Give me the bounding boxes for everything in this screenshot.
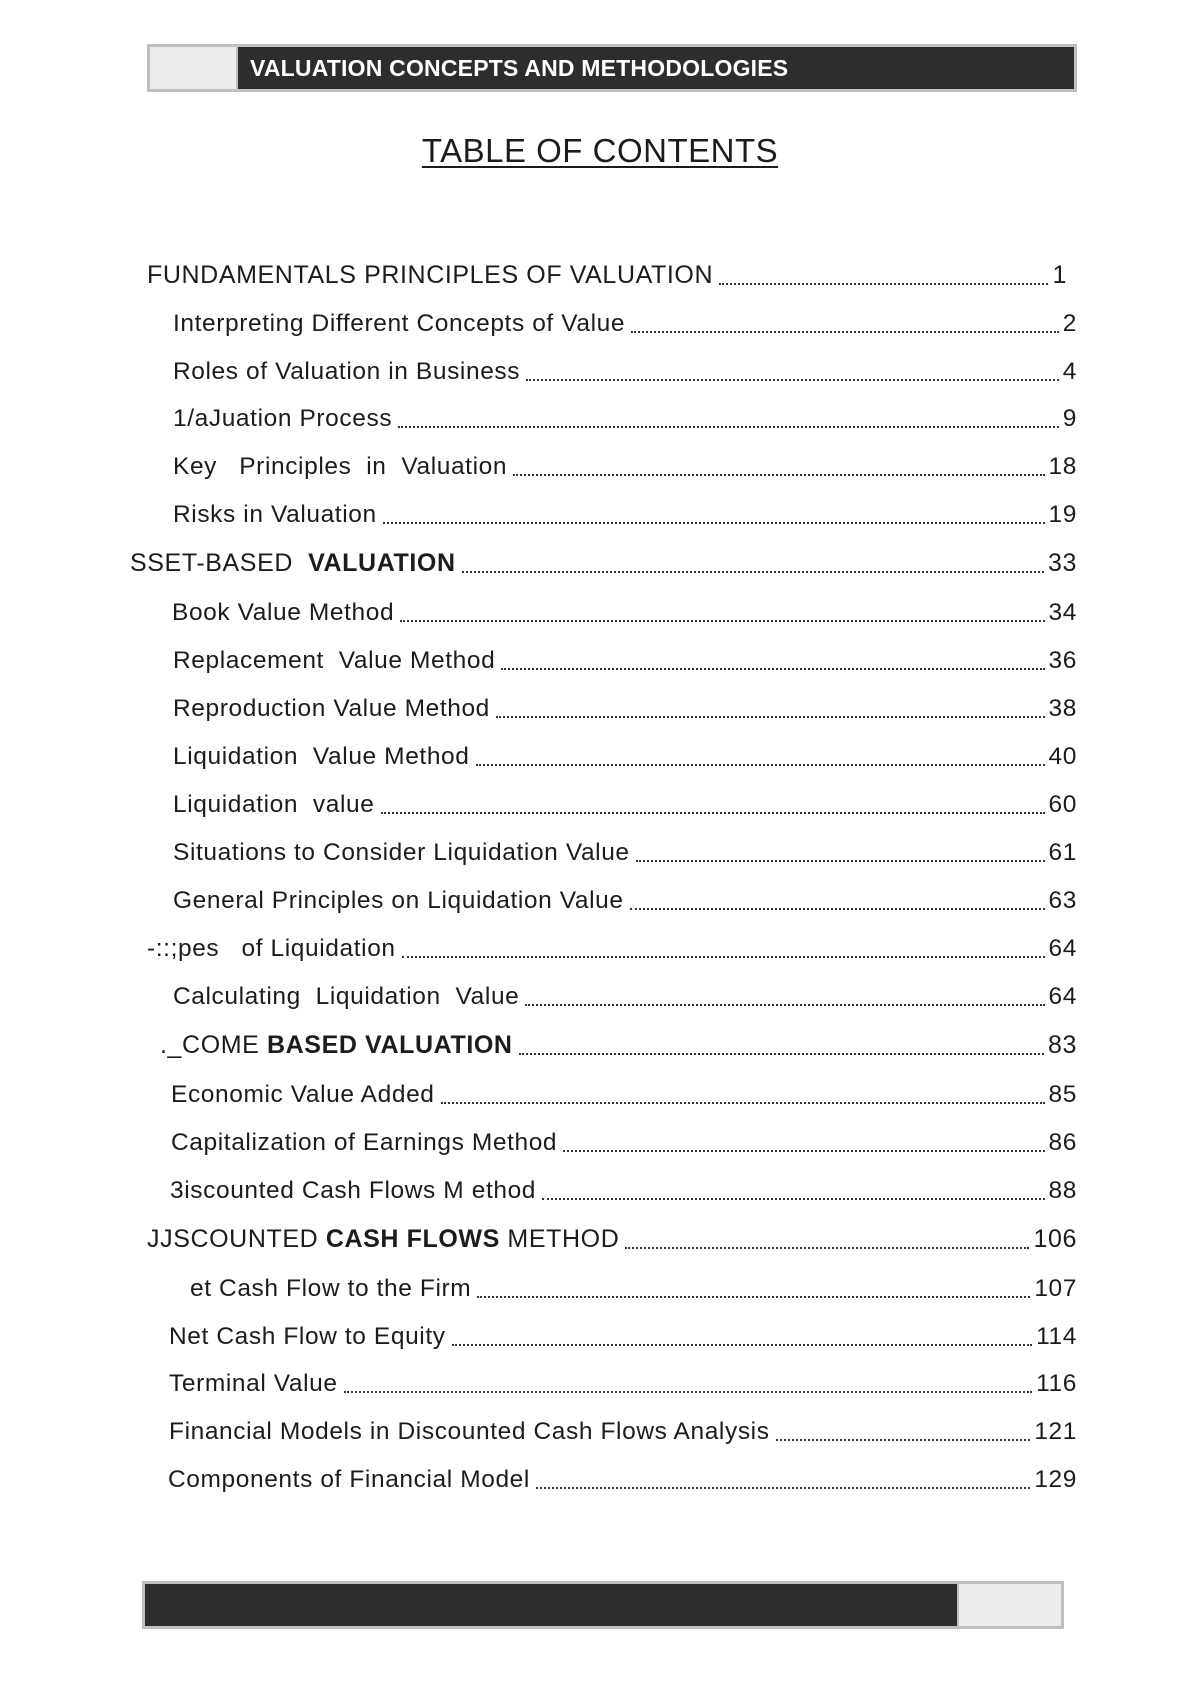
toc-entry-label: 1/aJuation Process <box>173 405 393 432</box>
toc-entry-page: 19 <box>1048 501 1077 528</box>
toc-entry-page: 9 <box>1062 405 1077 432</box>
toc-entry-label-bold: BASED VALUATION <box>267 1031 513 1059</box>
dot-leader <box>526 359 1059 381</box>
toc-entry[interactable] <box>170 1171 1077 1205</box>
toc-entry-page: 86 <box>1048 1129 1077 1156</box>
toc-entry[interactable] <box>169 1317 1077 1351</box>
dot-leader <box>381 792 1045 814</box>
dot-leader <box>719 263 1048 285</box>
toc-entry-page: 121 <box>1034 1418 1077 1445</box>
dot-leader <box>462 551 1044 573</box>
dot-leader <box>519 1033 1044 1055</box>
toc-entry-label: Financial Models in Discounted Cash Flows Analysis <box>169 1418 770 1445</box>
toc-entry-label: General Principles on Liquidation Value <box>173 887 624 914</box>
toc-entry[interactable] <box>173 495 1077 529</box>
toc-entry-page: 40 <box>1048 743 1077 770</box>
toc-entry-label: FUNDAMENTALS PRINCIPLES OF VALUATION <box>147 261 714 289</box>
toc-entry[interactable] <box>147 256 1067 290</box>
toc-entry-label: Capitalization of Earnings Method <box>171 1129 558 1156</box>
dot-leader <box>630 888 1045 910</box>
toc-entry-page: 114 <box>1036 1323 1077 1350</box>
toc-entry[interactable] <box>130 544 1077 578</box>
dot-leader <box>344 1371 1033 1393</box>
toc-entry-label: Roles of Valuation in Business <box>173 358 521 385</box>
toc-entry-page: 18 <box>1048 453 1077 480</box>
footer-light-tab <box>957 1584 1061 1626</box>
toc-entry-label-plain: ._COME <box>160 1031 267 1059</box>
dot-leader <box>536 1467 1030 1489</box>
toc-entry-label: Calculating Liquidation Value <box>173 983 520 1010</box>
toc-entry-label <box>147 1225 619 1254</box>
toc-entry-label: Terminal Value <box>169 1370 338 1397</box>
toc-entry[interactable] <box>169 1364 1077 1398</box>
toc-entry-label: Reproduction Value Method <box>173 695 490 722</box>
toc-entry-page: 83 <box>1047 1031 1077 1059</box>
toc-entry-label: Liquidation Value Method <box>173 743 470 770</box>
toc-entry-label: -::;pes of Liquidation <box>147 935 396 962</box>
toc-entry-page: 34 <box>1048 599 1077 626</box>
toc-entry-label <box>130 549 456 578</box>
dot-leader <box>441 1082 1045 1104</box>
toc-entry[interactable] <box>173 304 1077 338</box>
toc-entry-label: Risks in Valuation <box>173 501 377 528</box>
toc-entry-label: Economic Value Added <box>171 1081 435 1108</box>
toc-entry-page: 33 <box>1047 549 1077 577</box>
toc-entry[interactable] <box>173 447 1077 481</box>
toc-entry-label-bold: VALUATION <box>308 549 456 577</box>
toc-entry-page: 85 <box>1048 1081 1077 1108</box>
toc-entry[interactable] <box>172 593 1077 627</box>
toc-entry-page: 106 <box>1033 1225 1077 1253</box>
toc-entry-page: 36 <box>1048 647 1077 674</box>
dot-leader <box>477 1276 1030 1298</box>
toc-entry[interactable] <box>173 977 1077 1011</box>
dot-leader <box>501 648 1044 670</box>
dot-leader <box>398 406 1059 428</box>
dot-leader <box>402 936 1045 958</box>
toc-entry[interactable] <box>173 737 1077 771</box>
toc-entry[interactable] <box>147 1220 1077 1254</box>
toc-entry-label-plain: SSET-BASED <box>130 549 301 577</box>
toc-entry[interactable] <box>173 641 1077 675</box>
toc-entry-label-tail: METHOD <box>499 1225 620 1253</box>
toc-entry-label: Liquidation value <box>173 791 375 818</box>
dot-leader <box>513 454 1044 476</box>
dot-leader <box>476 744 1045 766</box>
toc-entry-label <box>160 1031 513 1060</box>
toc-entry-label: Interpreting Different Concepts of Value <box>173 310 626 337</box>
toc-entry-label: Replacement Value Method <box>173 647 496 674</box>
toc-entry-page: 88 <box>1048 1177 1077 1204</box>
toc-entry-label: Net Cash Flow to Equity <box>169 1323 446 1350</box>
toc-entry-label: Components of Financial Model <box>168 1466 530 1493</box>
toc-entry-page: 116 <box>1036 1370 1077 1397</box>
footer-bar <box>142 1581 1064 1629</box>
toc-entry-label-plain: JJSCOUNTED <box>147 1225 326 1253</box>
toc-entry[interactable] <box>171 1123 1077 1157</box>
dot-leader <box>625 1227 1029 1249</box>
toc-entry-page: 129 <box>1034 1466 1077 1493</box>
dot-leader <box>636 840 1045 862</box>
toc-entry-page: 2 <box>1062 310 1077 337</box>
toc-entry-label: Situations to Consider Liquidation Value <box>173 839 630 866</box>
dot-leader <box>563 1130 1044 1152</box>
dot-leader <box>631 311 1059 333</box>
toc-entry-label: et Cash Flow to the Firm <box>190 1275 472 1302</box>
toc-entry-page: 1 <box>1052 261 1067 289</box>
dot-leader <box>452 1324 1033 1346</box>
toc-entry-label: Book Value Method <box>172 599 395 626</box>
dot-leader <box>496 696 1045 718</box>
toc-entry[interactable] <box>147 929 1077 963</box>
dot-leader <box>525 984 1044 1006</box>
toc-entry-page: 63 <box>1048 887 1077 914</box>
toc-entry[interactable] <box>168 1460 1077 1494</box>
toc-entry[interactable] <box>190 1269 1077 1303</box>
header-title: VALUATION CONCEPTS AND METHODOLOGIES <box>250 55 789 81</box>
toc-entry-page: 107 <box>1034 1275 1077 1302</box>
toc-entry[interactable] <box>173 881 1077 915</box>
dot-leader <box>383 502 1045 524</box>
toc-entry[interactable] <box>160 1026 1077 1060</box>
toc-entry[interactable] <box>173 833 1077 867</box>
toc-entry-page: 64 <box>1048 935 1077 962</box>
page-title: TABLE OF CONTENTS <box>421 132 779 169</box>
toc-entry-label: Key Principles in Valuation <box>173 453 508 480</box>
toc-entry-label: 3iscounted Cash Flows M ethod <box>170 1177 537 1204</box>
toc-entry[interactable] <box>173 399 1077 433</box>
toc-entry[interactable] <box>173 689 1077 723</box>
toc-entry-page: 64 <box>1048 983 1077 1010</box>
dot-leader <box>542 1178 1045 1200</box>
toc-entry-page: 61 <box>1048 839 1077 866</box>
dot-leader <box>400 600 1044 622</box>
toc-entry[interactable] <box>171 1075 1077 1109</box>
toc-entry-page: 60 <box>1048 791 1077 818</box>
toc-entry[interactable] <box>169 1412 1077 1446</box>
toc-entry-page: 4 <box>1062 358 1077 385</box>
dot-leader <box>776 1419 1031 1441</box>
toc-entry-page: 38 <box>1048 695 1077 722</box>
toc-entry[interactable] <box>173 785 1077 819</box>
toc-entry[interactable] <box>173 352 1077 386</box>
toc-entry-label-bold: CASH FLOWS <box>325 1225 500 1253</box>
